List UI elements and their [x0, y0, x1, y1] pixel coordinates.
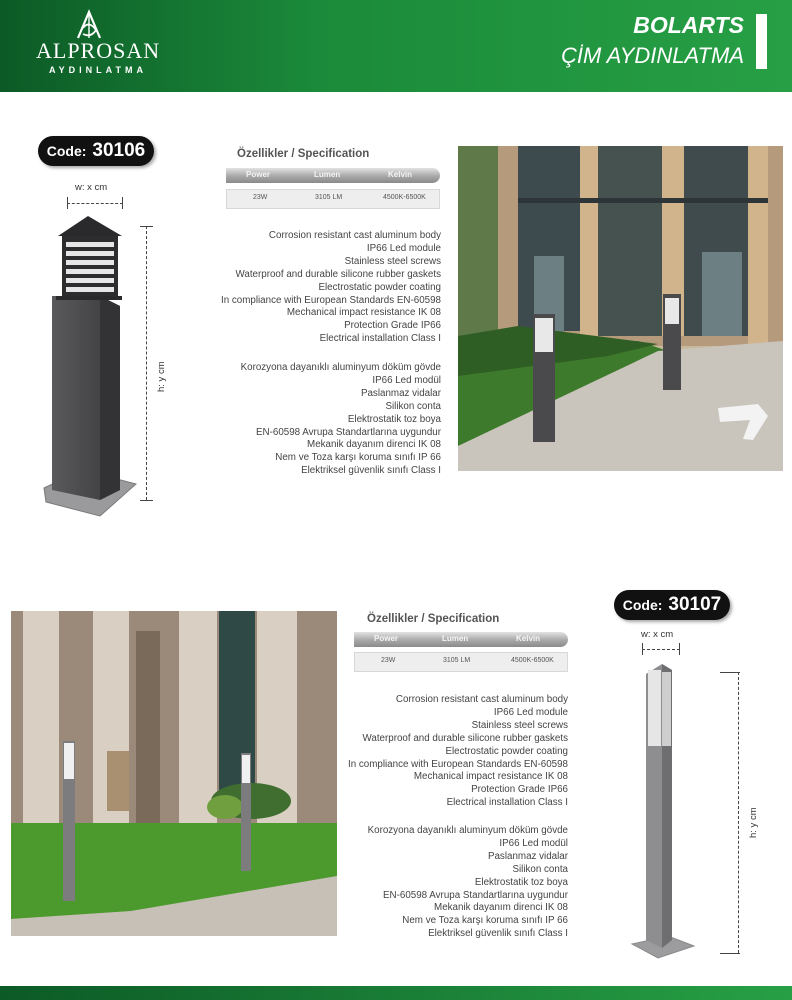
feature-line: EN-60598 Avrupa Standartlarına uygundur	[383, 889, 568, 901]
brand-subtitle: AYDINLATMA	[49, 65, 147, 75]
width-dimension-line	[642, 649, 680, 650]
category-title: BOLARTS	[633, 12, 744, 38]
features-turkish	[241, 362, 441, 478]
product-30106-installation-photo	[458, 146, 783, 471]
height-dimension-label: h: y cm	[156, 361, 167, 392]
spec-title: Özellikler / Specification	[367, 613, 500, 625]
feature-line: Korozyona dayanıklı aluminyum döküm gövde	[240, 362, 441, 373]
spec-header-bar	[354, 632, 568, 647]
code-label: Code:	[622, 597, 663, 613]
spec-header-lumen: Lumen	[314, 170, 341, 179]
width-tick-right	[122, 197, 123, 209]
width-dimension-label: w: x cm	[75, 182, 108, 193]
feature-line: Electrostatic powder coating	[318, 281, 441, 293]
feature-line: Stainless steel screws	[471, 719, 568, 731]
feature-line: Mekanik dayanım direnci IK 08	[307, 439, 441, 451]
width-tick-left	[642, 643, 643, 655]
spec-header-power: Power	[246, 170, 271, 179]
code-number: 30107	[668, 594, 722, 615]
feature-line: EN-60598 Avrupa Standartlarına uygundur	[256, 426, 441, 438]
feature-line: Protection Grade IP66	[471, 784, 568, 796]
spec-values-row	[354, 652, 568, 672]
feature-line: Elektrostatik toz boya	[474, 876, 568, 888]
feature-line: Silikon conta	[512, 863, 568, 875]
feature-line: Corrosion resistant cast aluminum body	[268, 230, 441, 241]
height-tick-bottom	[720, 953, 740, 954]
bollard-30107-image	[628, 656, 698, 966]
feature-line: Waterproof and durable silicone rubber gaskets	[235, 268, 441, 280]
spec-header-kelvin: Kelvin	[516, 634, 541, 643]
code-number: 30106	[92, 140, 146, 161]
feature-line: Electrostatic powder coating	[445, 745, 568, 757]
feature-line: Stainless steel screws	[344, 255, 441, 267]
feature-line: Mechanical impact resistance IK 08	[413, 771, 568, 783]
feature-line: In compliance with European Standards EN-60598	[347, 758, 568, 770]
spec-header-power: Power	[374, 634, 399, 643]
feature-line: IP66 Led module	[366, 242, 441, 254]
header-accent-bar	[756, 14, 767, 69]
feature-line: Electrical installation Class I	[319, 333, 441, 345]
page-header	[0, 0, 792, 92]
spec-header-bar	[226, 168, 440, 183]
spec-title: Özellikler / Specification	[237, 148, 370, 160]
spec-value-power: 23W	[253, 194, 268, 201]
product-code-badge	[614, 590, 730, 620]
width-tick-left	[67, 197, 68, 209]
height-dimension-line	[738, 672, 739, 953]
features-turkish	[368, 825, 568, 941]
height-tick-top	[140, 226, 153, 227]
feature-line: Electrical installation Class I	[446, 797, 568, 809]
spec-value-lumen: 3105 LM	[315, 194, 343, 201]
code-label: Code:	[46, 143, 87, 159]
feature-line: Elektriksel güvenlik sınıfı Class I	[428, 928, 568, 940]
spec-values-row	[226, 189, 440, 209]
feature-line: Waterproof and durable silicone rubber gaskets	[362, 732, 568, 744]
spec-value-power: 23W	[381, 657, 396, 664]
feature-line: Mekanik dayanım direnci IK 08	[434, 902, 568, 914]
height-tick-bottom	[140, 500, 153, 501]
spec-header-kelvin: Kelvin	[388, 170, 413, 179]
feature-line: Corrosion resistant cast aluminum body	[395, 694, 568, 705]
features-english	[348, 694, 568, 810]
height-dimension-label: h: y cm	[748, 807, 759, 838]
width-tick-right	[679, 643, 680, 655]
feature-line: Paslanmaz vidalar	[360, 387, 441, 399]
feature-line: In compliance with European Standards EN-60598	[220, 294, 441, 306]
feature-line: Nem ve Toza karşı koruma sınıfı IP 66	[275, 452, 441, 464]
spec-value-kelvin: 4500K-6500K	[383, 194, 426, 201]
feature-line: IP66 Led modül	[499, 837, 568, 849]
feature-line: Mechanical impact resistance IK 08	[286, 307, 441, 319]
product-code-badge	[38, 136, 154, 166]
height-tick-top	[720, 672, 740, 673]
brand-name: ALPROSAN	[36, 38, 161, 63]
spec-value-kelvin: 4500K-6500K	[511, 657, 554, 664]
feature-line: Elektriksel güvenlik sınıfı Class I	[301, 465, 441, 477]
feature-line: IP66 Led modül	[372, 374, 441, 386]
feature-line: IP66 Led module	[493, 706, 568, 718]
feature-line: Elektrostatik toz boya	[347, 413, 441, 425]
feature-line: Paslanmaz vidalar	[487, 850, 568, 862]
alprosan-logo-icon	[74, 8, 104, 42]
category-subtitle: ÇİM AYDINLATMA	[561, 43, 744, 68]
width-dimension-line	[67, 203, 123, 204]
feature-line: Korozyona dayanıklı aluminyum döküm gövde	[367, 825, 568, 836]
bollard-30106-image	[36, 212, 140, 522]
spec-header-lumen: Lumen	[442, 634, 469, 643]
height-dimension-line	[146, 226, 147, 500]
feature-line: Nem ve Toza karşı koruma sınıfı IP 66	[402, 915, 568, 927]
page-footer-bar	[0, 986, 792, 1000]
features-english	[221, 230, 441, 346]
spec-value-lumen: 3105 LM	[443, 657, 471, 664]
product-30107-installation-photo	[11, 611, 337, 936]
width-dimension-label: w: x cm	[641, 629, 674, 640]
feature-line: Silikon conta	[385, 400, 441, 412]
feature-line: Protection Grade IP66	[344, 320, 441, 332]
